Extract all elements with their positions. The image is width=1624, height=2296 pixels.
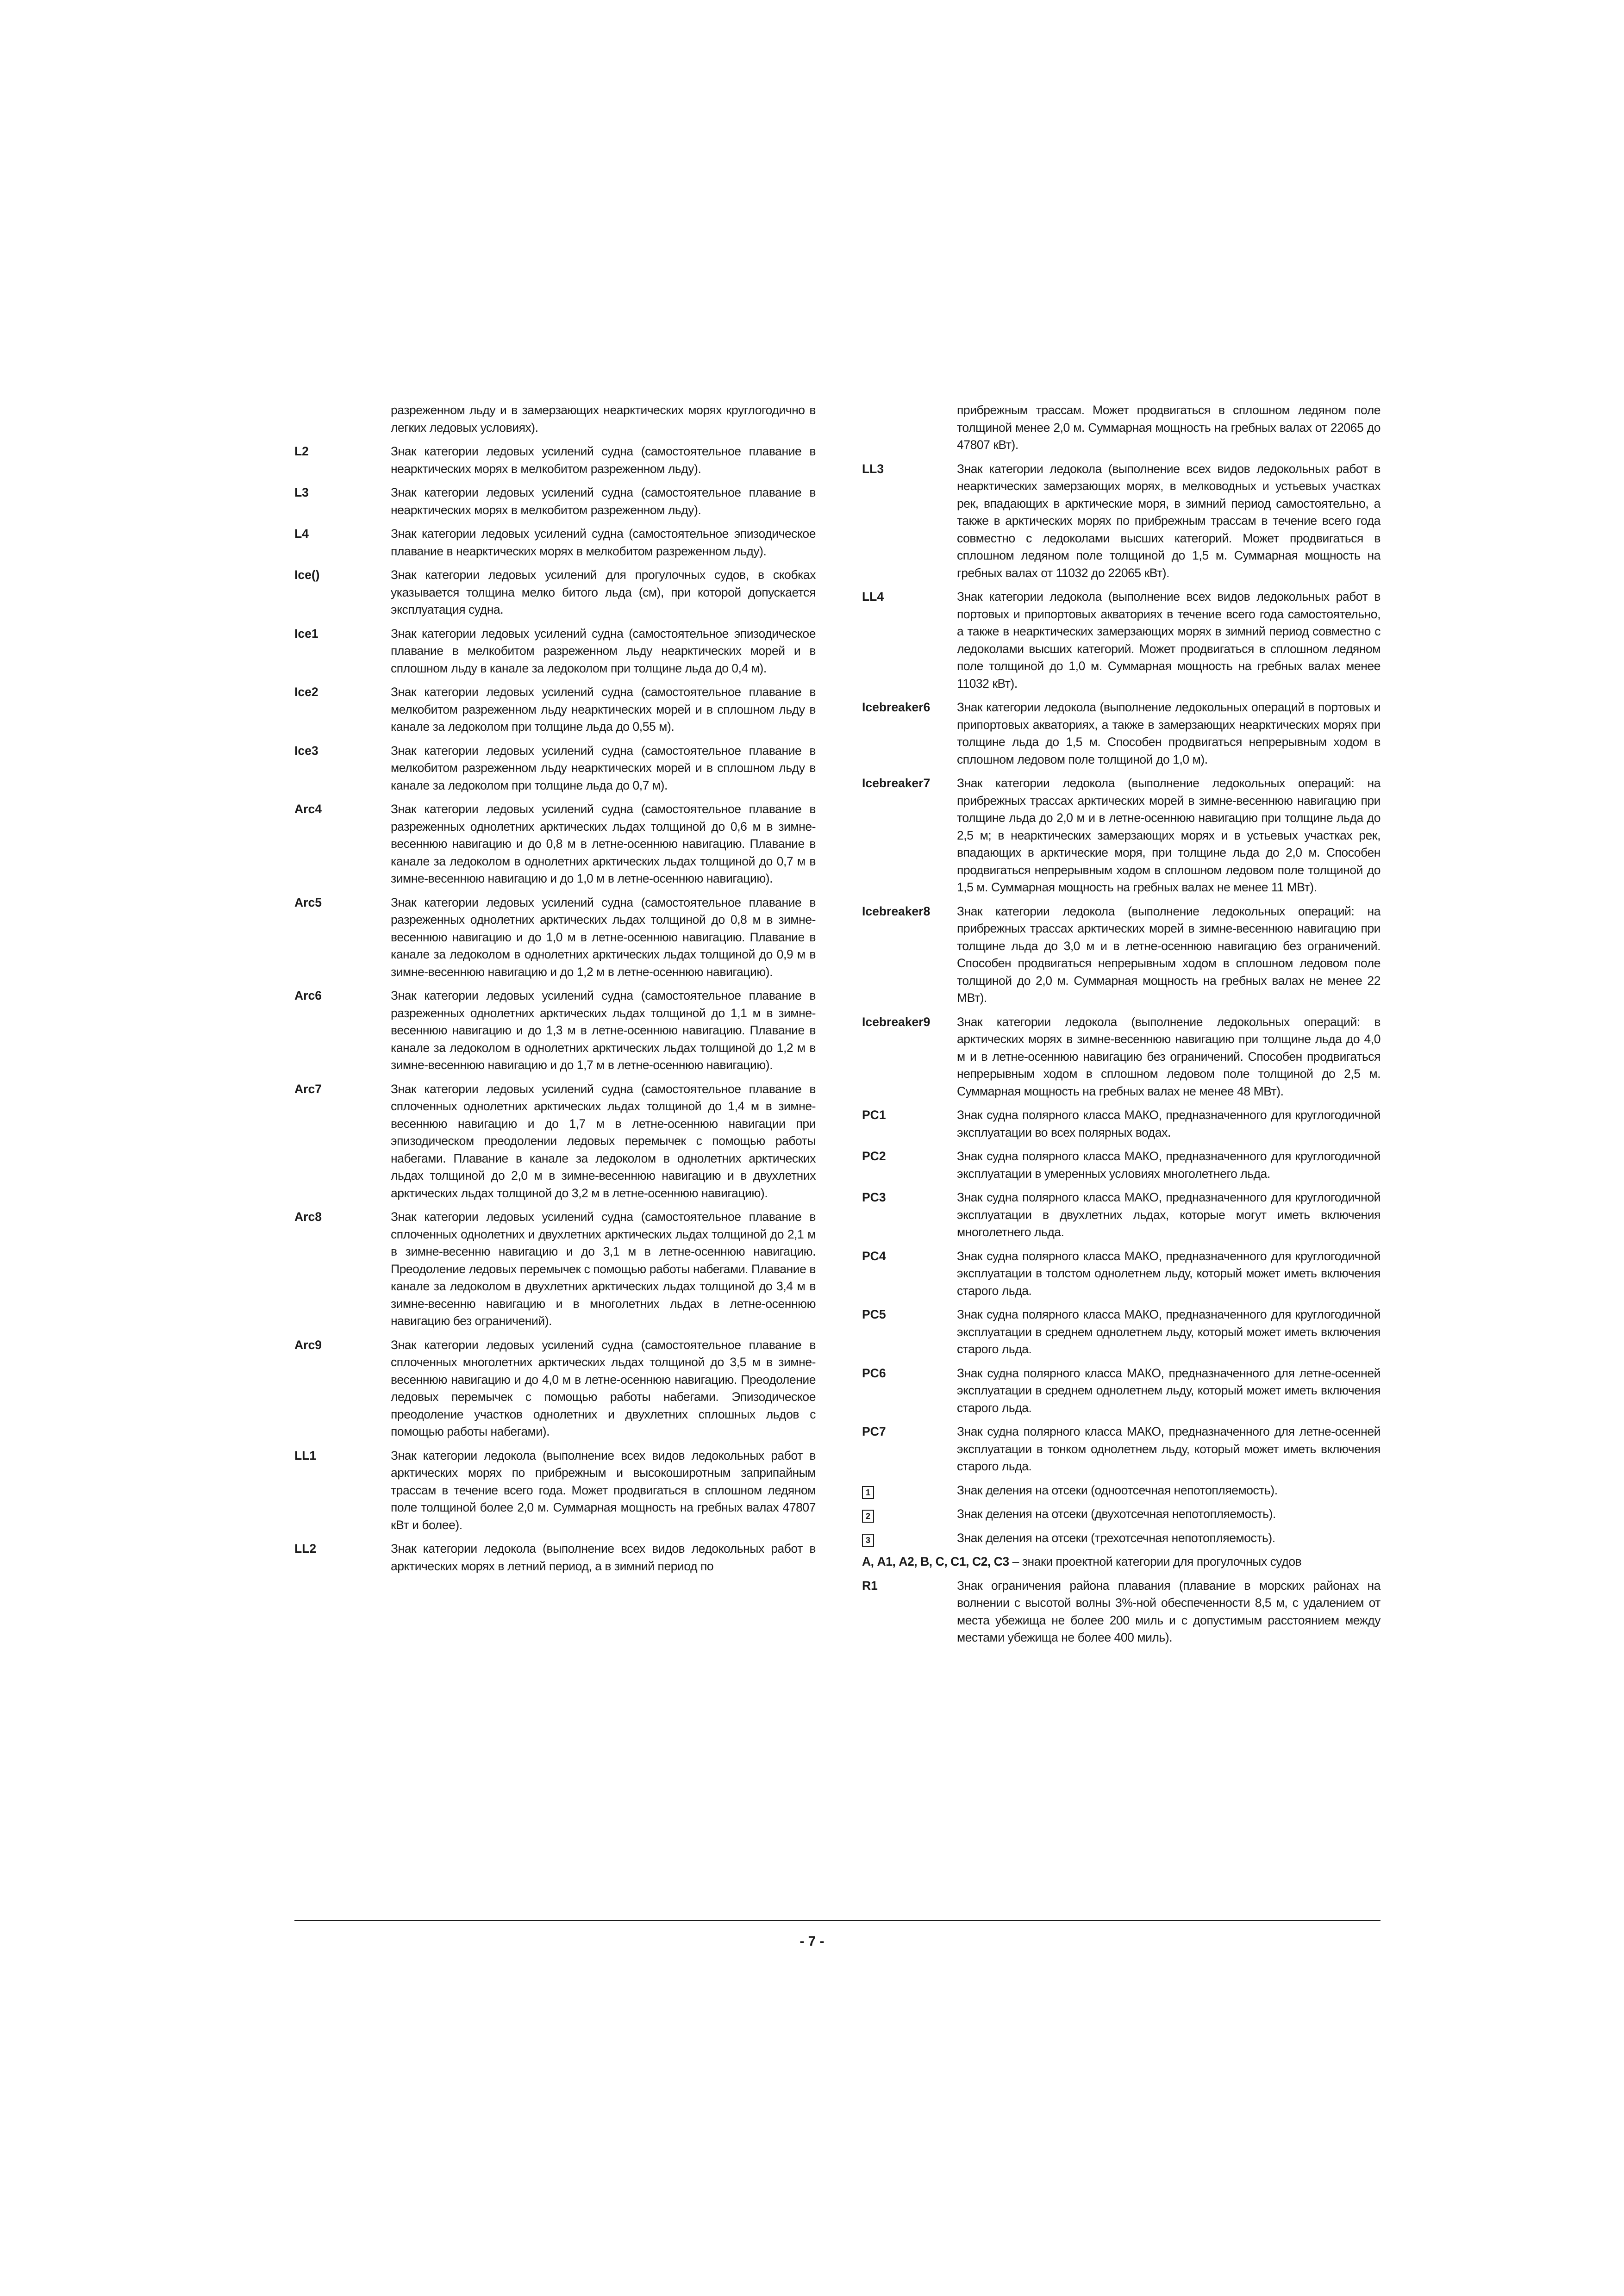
entry-code: Ice2 [294,685,319,699]
entry-description: Знак деления на отсеки (трехотсечная непотопляемость). [957,1531,1275,1545]
entry-code: Icebreaker6 [862,700,931,714]
entry-description: Знак категории ледовых усилений судна (самостоятельное эпизодическое плавание в неарктических морях в мелкобитом разреженном льду). [391,527,816,558]
glossary-entry-r1 [862,1577,1380,1647]
entry-code: Arc7 [294,1082,322,1096]
entry-description: Знак категории ледокола (выполнение всех видов ледокольных работ в портовых и припортовых акваториях в течение всего года самостоятельно, а также в неарктических замерзающих морях в зимний период совместно с ледоколами высших категорий. Может продвигаться в сплошном ледяном поле толщиной до 1,0 м. Суммарная мощность на гребных валах менее 11032 кВт). [957,590,1380,691]
left-intro-text: разреженном льду и в замерзающих неарктических морях круглогодично в легких ледовых условиях). [391,403,816,435]
compartment-symbol [862,1506,957,1523]
glossary-entry-arc9 [294,1337,816,1441]
glossary-entry-icebreaker6 [862,699,1380,768]
glossary-entry-ice [294,566,816,619]
glossary-entry-ll4 [862,588,1380,692]
glossary-entry-arc6 [294,987,816,1074]
glossary-entry-icebreaker7 [862,775,1380,896]
glossary-entry-arc5 [294,894,816,981]
glossary-entry-icebreaker8 [862,903,1380,1007]
left-entries [294,443,816,1575]
entry-code: Icebreaker9 [862,1014,931,1029]
entry-description: Знак категории ледовых усилений судна (самостоятельное плавание в мелкобитом разреженном льду неарктических морей и в сплошном льду в канале за ледоколом при толщине льда до 0,7 м). [391,743,816,792]
glossary-entry-icebreaker9 [862,1014,1380,1101]
entry-description: Знак судна полярного класса МАКО, предназначенного для круглогодичной эксплуатации в толстом однолетнем льду, который может иметь включения старого льда. [957,1249,1380,1298]
right-column [862,402,1380,1653]
entry-description: Знак категории ледовых усилений судна (самостоятельное плавание в неарктических морях в мелкобитом разреженном льду). [391,444,816,476]
entry-description: Знак категории ледовых усилений судна (самостоятельное плавание в разреженных однолетних арктических льдах толщиной до 1,1 м в зимне-весеннюю навигацию и до 1,3 м в летне-осеннюю навигацию. Плавание в канале за ледоколом в однолетних арктических льдах толщиной до 1,2 м в зимне-весеннюю навигацию и до 1,7 м в летне-осеннюю навигацию). [391,989,816,1072]
project-category-codes: А, А1, А2, В, С, С1, С2, С3 [862,1555,1009,1568]
entry-description: Знак категории ледовых усилений судна (самостоятельное эпизодическое плавание в мелкобитом разреженном льду неарктических морей и в сплошном льду в канале за ледоколом при толщине льда до 0,4 м). [391,626,816,675]
compartment-entry [862,1482,1380,1500]
entry-code: LL1 [294,1448,317,1462]
entry-code: PC1 [862,1108,886,1122]
glossary-entry-pc5 [862,1306,1380,1358]
entry-description: Знак категории ледокола (выполнение ледокольных операций: на прибрежных трассах арктических морей в зимне-весеннюю навигацию при толщине льда до 2,0 м и в летне-осеннюю навигацию при толщине льда до 2,5 м; в неарктических замерзающих морях и в устьевых участках рек, впадающих в арктические моря, при толщине льда до 2,0 м. Способен продвигаться непрерывным ходом в сплошном ледовом поле толщиной до 1,5 м. Суммарная мощность на гребных валах не менее 11 МВт). [957,776,1380,894]
glossary-entry-arc7 [294,1081,816,1202]
glossary-entry-ll2 [294,1540,816,1575]
entry-description: Знак категории ледокола (выполнение ледокольных операций: в арктических морях в зимне-весеннюю навигацию при толщине льда до 4,0 м и в летне-осеннюю навигацию без ограничений. Способен продвигаться непрерывным ходом в сплошном ледовом поле толщиной до 2,5 м. Суммарная мощность на гребных валах не менее 48 МВт). [957,1014,1380,1098]
glossary-entry-l3 [294,484,816,519]
entry-code: LL3 [862,461,884,476]
entry-code: Ice1 [294,626,319,641]
entry-description: Знак судна полярного класса МАКО, предназначенного для круглогодичной эксплуатации во всех полярных водах. [957,1108,1380,1139]
entry-code: Arc5 [294,895,322,909]
entry-code: L2 [294,444,309,458]
entry-description: Знак категории ледовых усилений судна (самостоятельное плавание в разреженных однолетних арктических льдах толщиной до 0,6 м в зимне-весеннюю навигацию и до 0,8 м в летне-осеннюю навигацию. Плавание в канале за ледоколом в однолетних арктических льдах толщиной до 0,7 м в зимне-весеннюю навигацию и до 1,0 м в летне-осеннюю навигацию). [391,802,816,885]
entry-code: L4 [294,527,309,541]
entry-description: Знак категории ледовых усилений судна (самостоятельное плавание в разреженных однолетних арктических льдах толщиной до 0,8 м в зимне-весеннюю навигацию и до 1,0 м в летне-осеннюю навигацию. Плавание в канале за ледоколом в однолетних арктических льдах толщиной до 0,9 м в зимне-весеннюю навигацию и до 1,2 м в летне-осеннюю навигацию). [391,895,816,979]
entry-code: Arc8 [294,1210,322,1224]
entry-description: Знак категории ледовых усилений судна (самостоятельное плавание в сплоченных однолетних арктических льдах толщиной до 1,4 м в зимне-весеннюю навигацию и до 1,7 м в летне-осеннюю навигации при эпизодическом преодолении ледовых перемычек с помощью работы набегами. Плавание в канале за ледоколом в однолетних арктических льдах толщиной до 2,0 м в зимне-весеннюю навигацию и в двухлетних арктических льдах толщиной до 3,2 м в летне-осеннюю навигацию). [391,1082,816,1200]
entry-code: PC6 [862,1366,886,1380]
glossary-entry-ice2 [294,684,816,736]
entry-description: Знак категории ледовых усилений судна (самостоятельное плавание в сплоченных однолетних и двухлетних арктических льдах толщиной до 2,1 м в зимне-весенню навигацию и до 3,1 м в летне-осеннюю навигацию. Преодоление ледовых перемычек с помощью работы набегами. Плавание в канале за ледоколом в двухлетних арктических льдах толщиной до 3,4 м в зимне-весенню навигацию и в многолетних льдах в летне-осеннюю навигацию без ограничений). [391,1210,816,1328]
boxed-number-icon: 3 [862,1534,874,1547]
entry-description: Знак деления на отсеки (двухотсечная непотопляемость). [957,1507,1276,1521]
entry-code: PC3 [862,1190,886,1204]
project-category-line [862,1553,1380,1571]
entry-description: Знак категории ледовых усилений судна (самостоятельное плавание в сплоченных многолетних арктических льдах толщиной до 3,5 м в зимне-весеннюю навигацию и до 4,0 м в летне-осеннюю навигацию. Преодоление ледовых перемычек с помощью работы набегами. Эпизодическое преодоление участков однолетних и двухлетних сплошных льдов с помощью работы набегами). [391,1338,816,1438]
entry-code: Icebreaker7 [862,776,931,790]
glossary-entry-pc1 [862,1107,1380,1141]
entry-description: Знак судна полярного класса МАКО, предназначенного для летне-осенней эксплуатации в тонком однолетнем льду, который может иметь включения старого льда. [957,1425,1380,1473]
entry-code: Ice() [294,568,320,582]
entry-description: Знак категории ледокола (выполнение ледокольных операций: на прибрежных трассах арктических морей в зимне-весеннюю навигацию при толщине льда до 3,0 м и в летне-осеннюю навигацию без ограничений. Способен продвигаться непрерывным ходом в сплошном ледовом поле толщиной до 2,0 м. Суммарная мощность на гребных валах не менее 22 МВт). [957,904,1380,1005]
compartment-symbol [862,1530,957,1547]
entry-code: LL4 [862,590,884,604]
compartment-entry [862,1530,1380,1547]
glossary-entry-ice3 [294,742,816,795]
entry-code: L3 [294,485,309,499]
glossary-entry-l2 [294,443,816,478]
entry-description: Знак категории ледовых усилений судна (самостоятельное плавание в мелкобитом разреженном льду неарктических морей и в сплошном льду в канале за ледоколом при толщине льда до 0,55 м). [391,685,816,734]
compartment-list [862,1482,1380,1547]
right-intro-text: прибрежным трассам. Может продвигаться в сплошном ледяном поле толщиной менее 2,0 м. Суммарная мощность на гребных валах от 22065 до 47807 кВт). [957,403,1380,452]
glossary-entry-ll1 [294,1447,816,1534]
glossary-entry-ll3 [862,460,1380,582]
glossary-entry-pc6 [862,1365,1380,1417]
entry-description: Знак судна полярного класса МАКО, предназначенного для летне-осенней эксплуатации в среднем однолетнем льду, который может иметь включения старого льда. [957,1366,1380,1415]
left-column [294,402,816,1581]
glossary-entry-arc4 [294,801,816,888]
entry-code: PC5 [862,1307,886,1321]
entry-code: PC2 [862,1149,886,1163]
entry-description: Знак судна полярного класса МАКО, предназначенного для круглогодичной эксплуатации в двухлетних льдах, которые могут иметь включения многолетнего льда. [957,1190,1380,1239]
project-category-text: – знаки проектной категории для прогулочных судов [1009,1555,1302,1568]
entry-code: Icebreaker8 [862,904,931,918]
entry-description: Знак судна полярного класса МАКО, предназначенного для круглогодичной эксплуатации в умеренных условиях многолетнего льда. [957,1149,1380,1181]
entry-code: Ice3 [294,743,319,758]
entry-code: Arc6 [294,989,322,1002]
entry-code: R1 [862,1578,878,1593]
glossary-entry-pc7 [862,1423,1380,1475]
entry-description: Знак деления на отсеки (одноотсечная непотопляемость). [957,1483,1278,1497]
entry-code: LL2 [294,1542,317,1556]
compartment-symbol [862,1482,957,1500]
compartment-entry [862,1506,1380,1523]
entry-description: Знак ограничения района плавания (плавание в морских районах на волнении с высотой волны 3%-ной обеспеченности 8,5 м, с удалением от места убежища не более 200 миль и с допустимым расстоянием между местами убежища не более 400 миль). [957,1578,1380,1644]
entry-description: Знак категории ледовых усилений судна (самостоятельное плавание в неарктических морях в мелкобитом разреженном льду). [391,485,816,517]
boxed-number-icon: 1 [862,1486,874,1499]
entry-description: Знак категории ледокола (выполнение всех видов ледокольных работ в арктических морях по прибрежным и высокоширотным заприпайным трассам в течение всего года. Может продвигаться в сплошном ледяном поле толщиной более 2,0 м. Суммарная мощность на гребных валах 47807 кВт и более). [391,1448,816,1532]
page-number: - 7 - [800,1934,824,1949]
footer-divider [294,1920,1380,1921]
entry-code: Arc9 [294,1338,322,1352]
entry-description: Знак категории ледокола (выполнение всех видов ледокольных работ в неарктических замерзающих морях, в мелководных и устьевых участках рек, впадающих в арктические моря, в зимний период самостоятельно, а также в арктических морях по прибрежным трассам в течение всего года совместно с ледоколами высших категорий. Может продвигаться в сплошном ледяном поле толщиной до 1,5 м. Суммарная мощность на гребных валах от 11032 до 22065 кВт). [957,461,1380,580]
glossary-entry-ice1 [294,625,816,678]
glossary-entry-arc8 [294,1208,816,1330]
entry-description: Знак судна полярного класса МАКО, предназначенного для круглогодичной эксплуатации в среднем однолетнем льду, который может иметь включения старого льда. [957,1307,1380,1356]
glossary-entry-pc4 [862,1248,1380,1300]
entry-description: Знак категории ледокола (выполнение ледокольных операций в портовых и припортовых акваториях, а также в замерзающих неарктических морях при толщине льда до 1,5 м. Способен продвигаться непрерывным ходом в сплошном ледовом поле толщиной до 1,0 м). [957,700,1380,766]
glossary-entry-pc3 [862,1189,1380,1241]
entry-code: PC7 [862,1425,886,1438]
entry-description: Знак категории ледовых усилений для прогулочных судов, в скобках указывается толщина мелко битого льда (см), при которой допускается эксплуатация судна. [391,568,816,616]
glossary-entry-l4 [294,525,816,560]
right-entries [862,460,1380,1475]
entry-code: Arc4 [294,802,322,816]
boxed-number-icon: 2 [862,1510,874,1523]
glossary-entry-pc2 [862,1148,1380,1182]
entry-description: Знак категории ледокола (выполнение всех видов ледокольных работ в арктических морях в летний период, а в зимний период по [391,1542,816,1573]
entry-code: PC4 [862,1249,886,1263]
